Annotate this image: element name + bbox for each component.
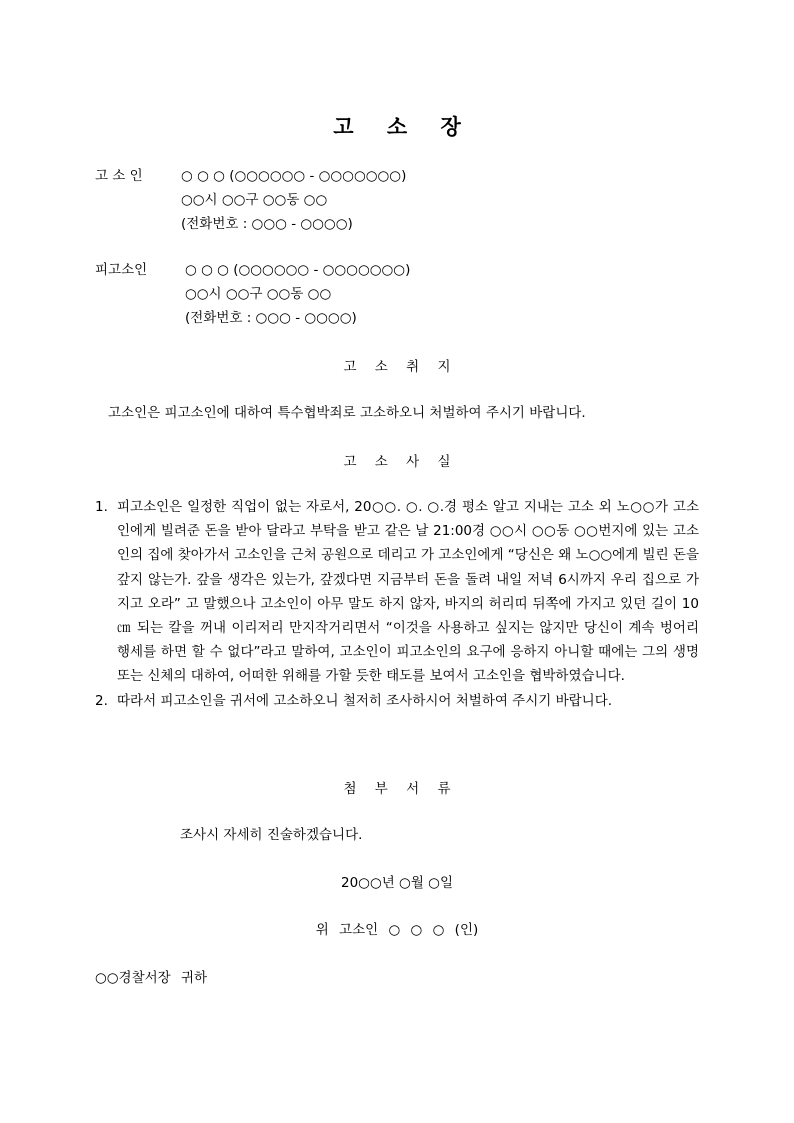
accused-name: ○ ○ ○ (○○○○○○ - ○○○○○○○) (185, 262, 411, 278)
recipient-line: ○○경찰서장 귀하 (95, 970, 208, 986)
fact-number: 1. (95, 499, 108, 515)
signer-line: 위 고소인 ○ ○ ○ (인) (315, 922, 479, 938)
purpose-text: 고소인은 피고소인에 대하여 특수협박죄로 고소하오니 처벌하여 주시기 바랍니다. (108, 405, 586, 421)
fact-number: 2. (95, 692, 108, 709)
fact-text: 따라서 피고소인을 귀서에 고소하오니 철저히 조사하시어 처벌하여 주시기 바랍니다. (117, 692, 613, 709)
complainant-address: ○○시 ○○구 ○○동 ○○ (181, 192, 328, 208)
complainant-label: 고 소 인 (95, 168, 143, 184)
fact-item (95, 495, 699, 689)
fact-text: 피고소인은 일정한 직업이 없는 자로서, 20○○. ○. ○.경 평소 알고 지내는 고소 외 노○○가 고소인에게 빌려준 돈을 받아 달라고 부탁을 받고 같은 날 21:00경 ○○시 ○○동 ○○번지에 있는 고소인의 집에 찾아가서 고소인을 근처 공원으로 데리고 가 고소인에게 “당신은 왜 노○○에게 빌린 돈을 갚지 않는가. 갚을 생각은 있는가, 갚겠다면 지금부터 돈을 돌려 내일 저녁 6시까지 우리 집으로 가지고 오라” 고 말했으나 고소인이 아무 말도 하지 않자, 바지의 허리띠 뒤쪽에 가지고 있던 길이 10㎝ 되는 칼을 꺼내 이리저리 만지작거리면서 “이것을 사용하고 싶지는 않지만 당신이 계속 벙어리 행세를 하면 할 수 없다”라고 말하여, 고소인이 피고소인의 요구에 응하지 아니할 때에는 그의 생명 또는 신체의 대하여, 어떠한 위해를 가할 듯한 태도를 보여서 고소인을 협박하였습니다. (117, 499, 699, 685)
facts-heading: 고 소 사 실 (343, 454, 451, 470)
accused-phone: (전화번호 : ○○○ - ○○○○) (185, 310, 357, 326)
accused-label: 피고소인 (95, 262, 148, 278)
purpose-heading: 고 소 취 지 (343, 359, 451, 375)
document-title: 고 소 장 (333, 115, 461, 139)
complainant-phone: (전화번호 : ○○○ - ○○○○) (181, 216, 353, 232)
complainant-name: ○ ○ ○ (○○○○○○ - ○○○○○○○) (181, 168, 407, 184)
facts-list (95, 495, 699, 713)
accused-address: ○○시 ○○구 ○○동 ○○ (185, 286, 332, 302)
document-date: 20○○년 ○월 ○일 (340, 875, 453, 891)
fact-item (95, 689, 699, 713)
attachments-note: 조사시 자세히 진술하겠습니다. (180, 827, 363, 843)
attachments-heading: 첨 부 서 류 (343, 781, 451, 797)
